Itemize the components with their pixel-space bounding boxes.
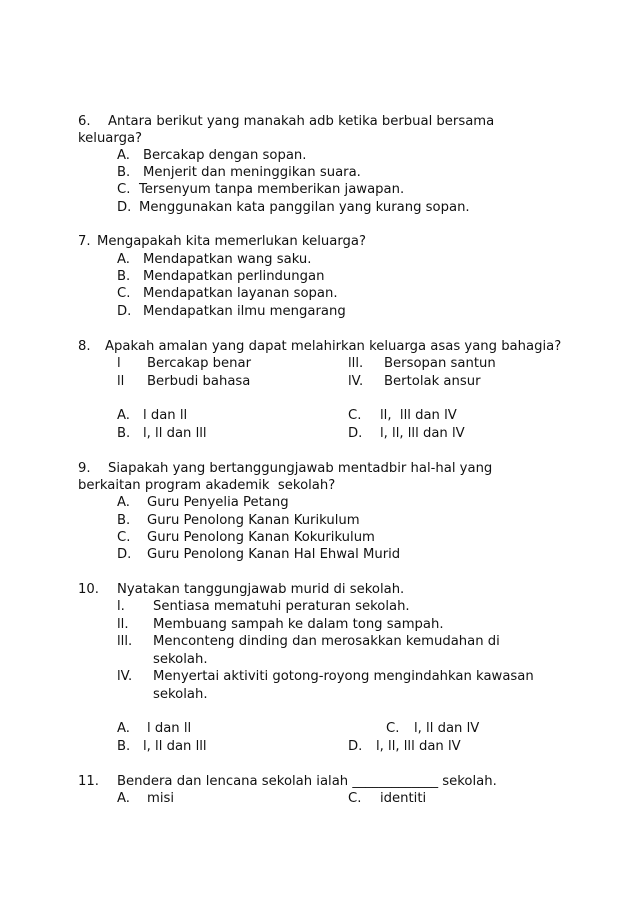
statement-label: l <box>117 356 121 371</box>
option-text: l dan ll <box>143 408 188 423</box>
option-label: D. <box>117 304 132 319</box>
question-text: Mengapakah kita memerlukan keluarga? <box>97 234 366 249</box>
question-text: Apakah amalan yang dapat melahirkan keluarga asas yang bahagia? <box>105 339 562 354</box>
statement-text: Menconteng dinding dan merosakkan kemudahan di <box>153 634 500 649</box>
option-text: Guru Penolong Kanan Hal Ehwal Murid <box>147 547 401 562</box>
statement-label: lll. <box>348 356 364 371</box>
option-text: Mendapatkan ilmu mengarang <box>143 304 346 319</box>
statement-text: Membuang sampah ke dalam tong sampah. <box>153 617 444 632</box>
option-label: A. <box>117 495 130 510</box>
option-text: l, ll dan lV <box>414 721 480 736</box>
option-label: B. <box>117 165 131 180</box>
question-number: 10. <box>78 582 99 597</box>
question-text-continued: berkaitan program akademik sekolah? <box>78 478 336 493</box>
option-text: Mendapatkan layanan sopan. <box>143 286 338 301</box>
option-text: l dan ll <box>147 721 192 736</box>
statement-label: lll. <box>117 634 133 649</box>
option-label: D. <box>348 426 363 441</box>
statement-label: lV. <box>348 374 364 389</box>
option-text: Bercakap dengan sopan. <box>143 148 307 163</box>
option-text: l, ll dan lll <box>143 739 207 754</box>
question-text-continued: keluarga? <box>78 131 143 146</box>
option-text: ll, lll dan lV <box>380 408 457 423</box>
option-text: l, ll dan lll <box>143 426 207 441</box>
statement-label: lV. <box>117 669 133 684</box>
option-label: C. <box>117 286 131 301</box>
option-label: C. <box>117 182 131 197</box>
question-text: Antara berikut yang manakah adb ketika berbual bersama <box>108 114 495 129</box>
option-text: identiti <box>380 791 427 806</box>
option-label: A. <box>117 148 130 163</box>
option-text: misi <box>147 791 175 806</box>
statement-label: ll. <box>117 617 129 632</box>
option-label: A. <box>117 721 130 736</box>
option-label: A. <box>117 408 130 423</box>
question-number: 8. <box>78 339 91 354</box>
option-label: A. <box>117 252 130 267</box>
option-label: A. <box>117 791 130 806</box>
option-text: Mendapatkan perlindungan <box>143 269 325 284</box>
option-label: D. <box>348 739 363 754</box>
option-text: Guru Penolong Kanan Kurikulum <box>147 513 360 528</box>
option-text: Menggunakan kata panggilan yang kurang sopan. <box>139 200 470 215</box>
statement-text: Bersopan santun <box>384 356 496 371</box>
option-text: Tersenyum tanpa memberikan jawapan. <box>139 182 405 197</box>
statement-text: Menyertai aktiviti gotong-royong mengindahkan kawasan <box>153 669 534 684</box>
question-number: 6. <box>78 114 91 129</box>
statement-label: ll <box>117 374 125 389</box>
option-label: D. <box>117 547 132 562</box>
question-number: 9. <box>78 461 91 476</box>
option-text: l, ll, lll dan lV <box>376 739 461 754</box>
statement-text-continued: sekolah. <box>153 687 208 702</box>
statement-label: l. <box>117 599 125 614</box>
option-label: C. <box>348 791 362 806</box>
question-number: 11. <box>78 774 99 789</box>
statement-text: Sentiasa mematuhi peraturan sekolah. <box>153 599 410 614</box>
option-label: B. <box>117 269 131 284</box>
option-label: B. <box>117 739 131 754</box>
option-text: Mendapatkan wang saku. <box>143 252 312 267</box>
question-number: 7. <box>78 234 91 249</box>
option-label: D. <box>117 200 132 215</box>
option-label: B. <box>117 513 131 528</box>
statement-text: Berbudi bahasa <box>147 374 251 389</box>
option-text: Menjerit dan meninggikan suara. <box>143 165 361 180</box>
statement-text-continued: sekolah. <box>153 652 208 667</box>
option-label: C. <box>386 721 400 736</box>
question-text: Siapakah yang bertanggungjawab mentadbir hal-hal yang <box>108 461 493 476</box>
option-label: B. <box>117 426 131 441</box>
statement-text: Bercakap benar <box>147 356 252 371</box>
option-text: Guru Penolong Kanan Kokurikulum <box>147 530 375 545</box>
statement-text: Bertolak ansur <box>384 374 481 389</box>
question-text: Nyatakan tanggungjawab murid di sekolah. <box>117 582 405 597</box>
option-label: C. <box>348 408 362 423</box>
option-text: Guru Penyelia Petang <box>147 495 289 510</box>
option-label: C. <box>117 530 131 545</box>
question-text: Bendera dan lencana sekolah ialah _____________ sekolah. <box>117 774 497 789</box>
option-text: l, ll, lll dan lV <box>380 426 465 441</box>
